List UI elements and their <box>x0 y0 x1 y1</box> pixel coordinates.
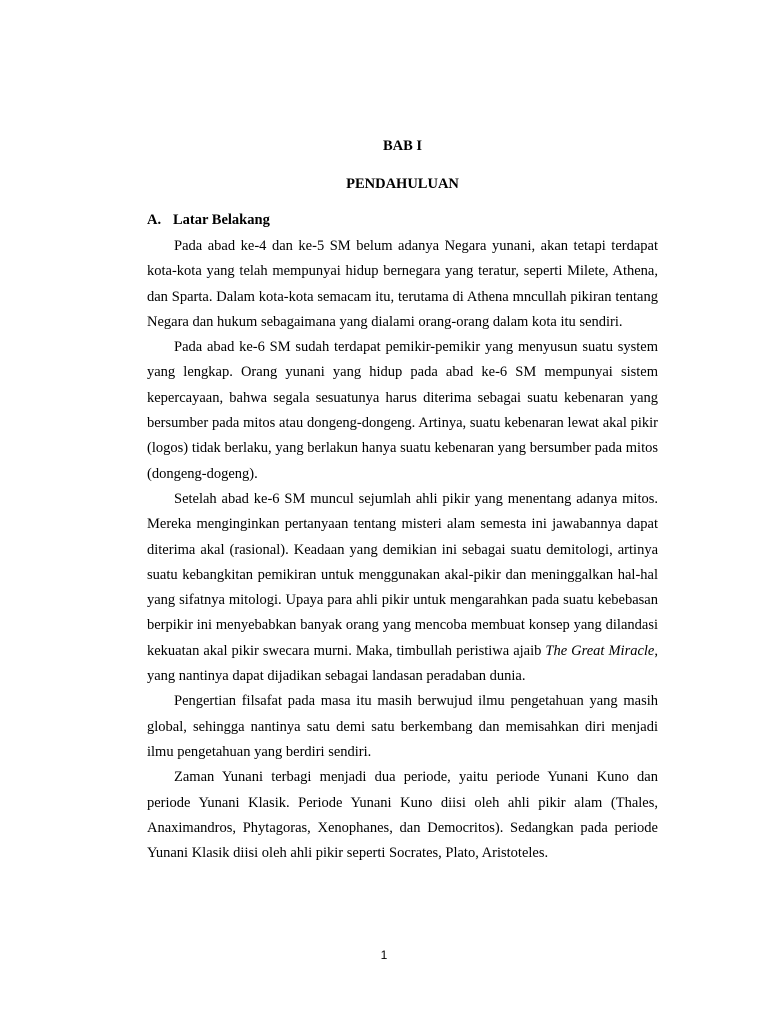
paragraph-3-text-b: , yang nantinya dapat dijadikan sebagai landasan peradaban dunia. <box>147 642 658 685</box>
paragraph-5: Zaman Yunani terbagi menjadi dua periode, yaitu periode Yunani Kuno dan periode Yunani Klasik. Periode Yunani Kuno diisi oleh ahli pikir alam (Thales, Anaximandros, Phytagoras, Xenophanes, dan Democritos). Sedangkan pada periode Yunani Klasik diisi oleh ahli pikir seperti Socrates, Plato, Aristoteles. <box>147 769 658 862</box>
paragraph-4: Pengertian filsafat pada masa itu masih berwujud ilmu pengetahuan yang masih global, sehingga nantinya satu demi satu berkembang dan memisahkan diri menjadi ilmu pengetahuan yang berdiri sendiri. <box>147 693 658 760</box>
body-text <box>147 234 658 866</box>
section-heading <box>147 211 270 229</box>
paragraph-1: Pada abad ke-4 dan ke-5 SM belum adanya Negara yunani, akan tetapi terdapat kota-kota yang telah mempunyai hidup bernegara yang teratur, seperti Milete, Athena, dan Sparta. Dalam kota-kota semacam itu, terutama di Athena mncullah pikiran tentang Negara dan hukum sebagaimana yang dialami orang-orang dalam kota itu sendiri. <box>147 238 658 330</box>
paragraph-2: Pada abad ke-6 SM sudah terdapat pemikir-pemikir yang menyusun suatu system yang lengkap. Orang yunani yang hidup pada abad ke-6 SM mempunyai sistem kepercayaan, bahwa segala sesuatunya harus diterima sebagai suatu kebenaran yang bersumber pada mitos atau dongeng-dongeng. Artinya, suatu kebenaran lewat akal pikir (logos) tidak berlaku, yang berlakun hanya suatu kebenaran yang bersumber pada mitos (dongeng-dogeng). <box>147 339 658 482</box>
paragraph-3 <box>147 487 658 689</box>
chapter-title: PENDAHULUAN <box>346 176 459 192</box>
chapter-label: BAB I <box>382 138 423 154</box>
page-number: 1 <box>380 948 388 962</box>
section-title: Latar Belakang <box>173 212 270 228</box>
paragraph-3-italic-phrase: The Great Miracle <box>545 642 655 659</box>
section-number: A. <box>147 212 162 228</box>
paragraph-3-text-a: Setelah abad ke-6 SM muncul sejumlah ahli pikir yang menentang adanya mitos. Mereka menginginkan pertanyaan tentang misteri alam semesta ini jawabannya dapat diterima akal (rasional). Keadaan yang demikian ini sebagai suatu demitologi, artinya suatu kebangkitan pemikiran untuk menggunakan akal-pikir dan meninggalkan hal-hal yang sifatnya mitologi. Upaya para ahli pikir untuk mengarahkan pada suatu kebebasan berpikir ini menyebabkan banyak orang yang mencoba membuat konsep yang dilandasi kekuatan akal pikir swecara murni. Maka, timbullah peristiwa ajaib <box>147 490 658 659</box>
